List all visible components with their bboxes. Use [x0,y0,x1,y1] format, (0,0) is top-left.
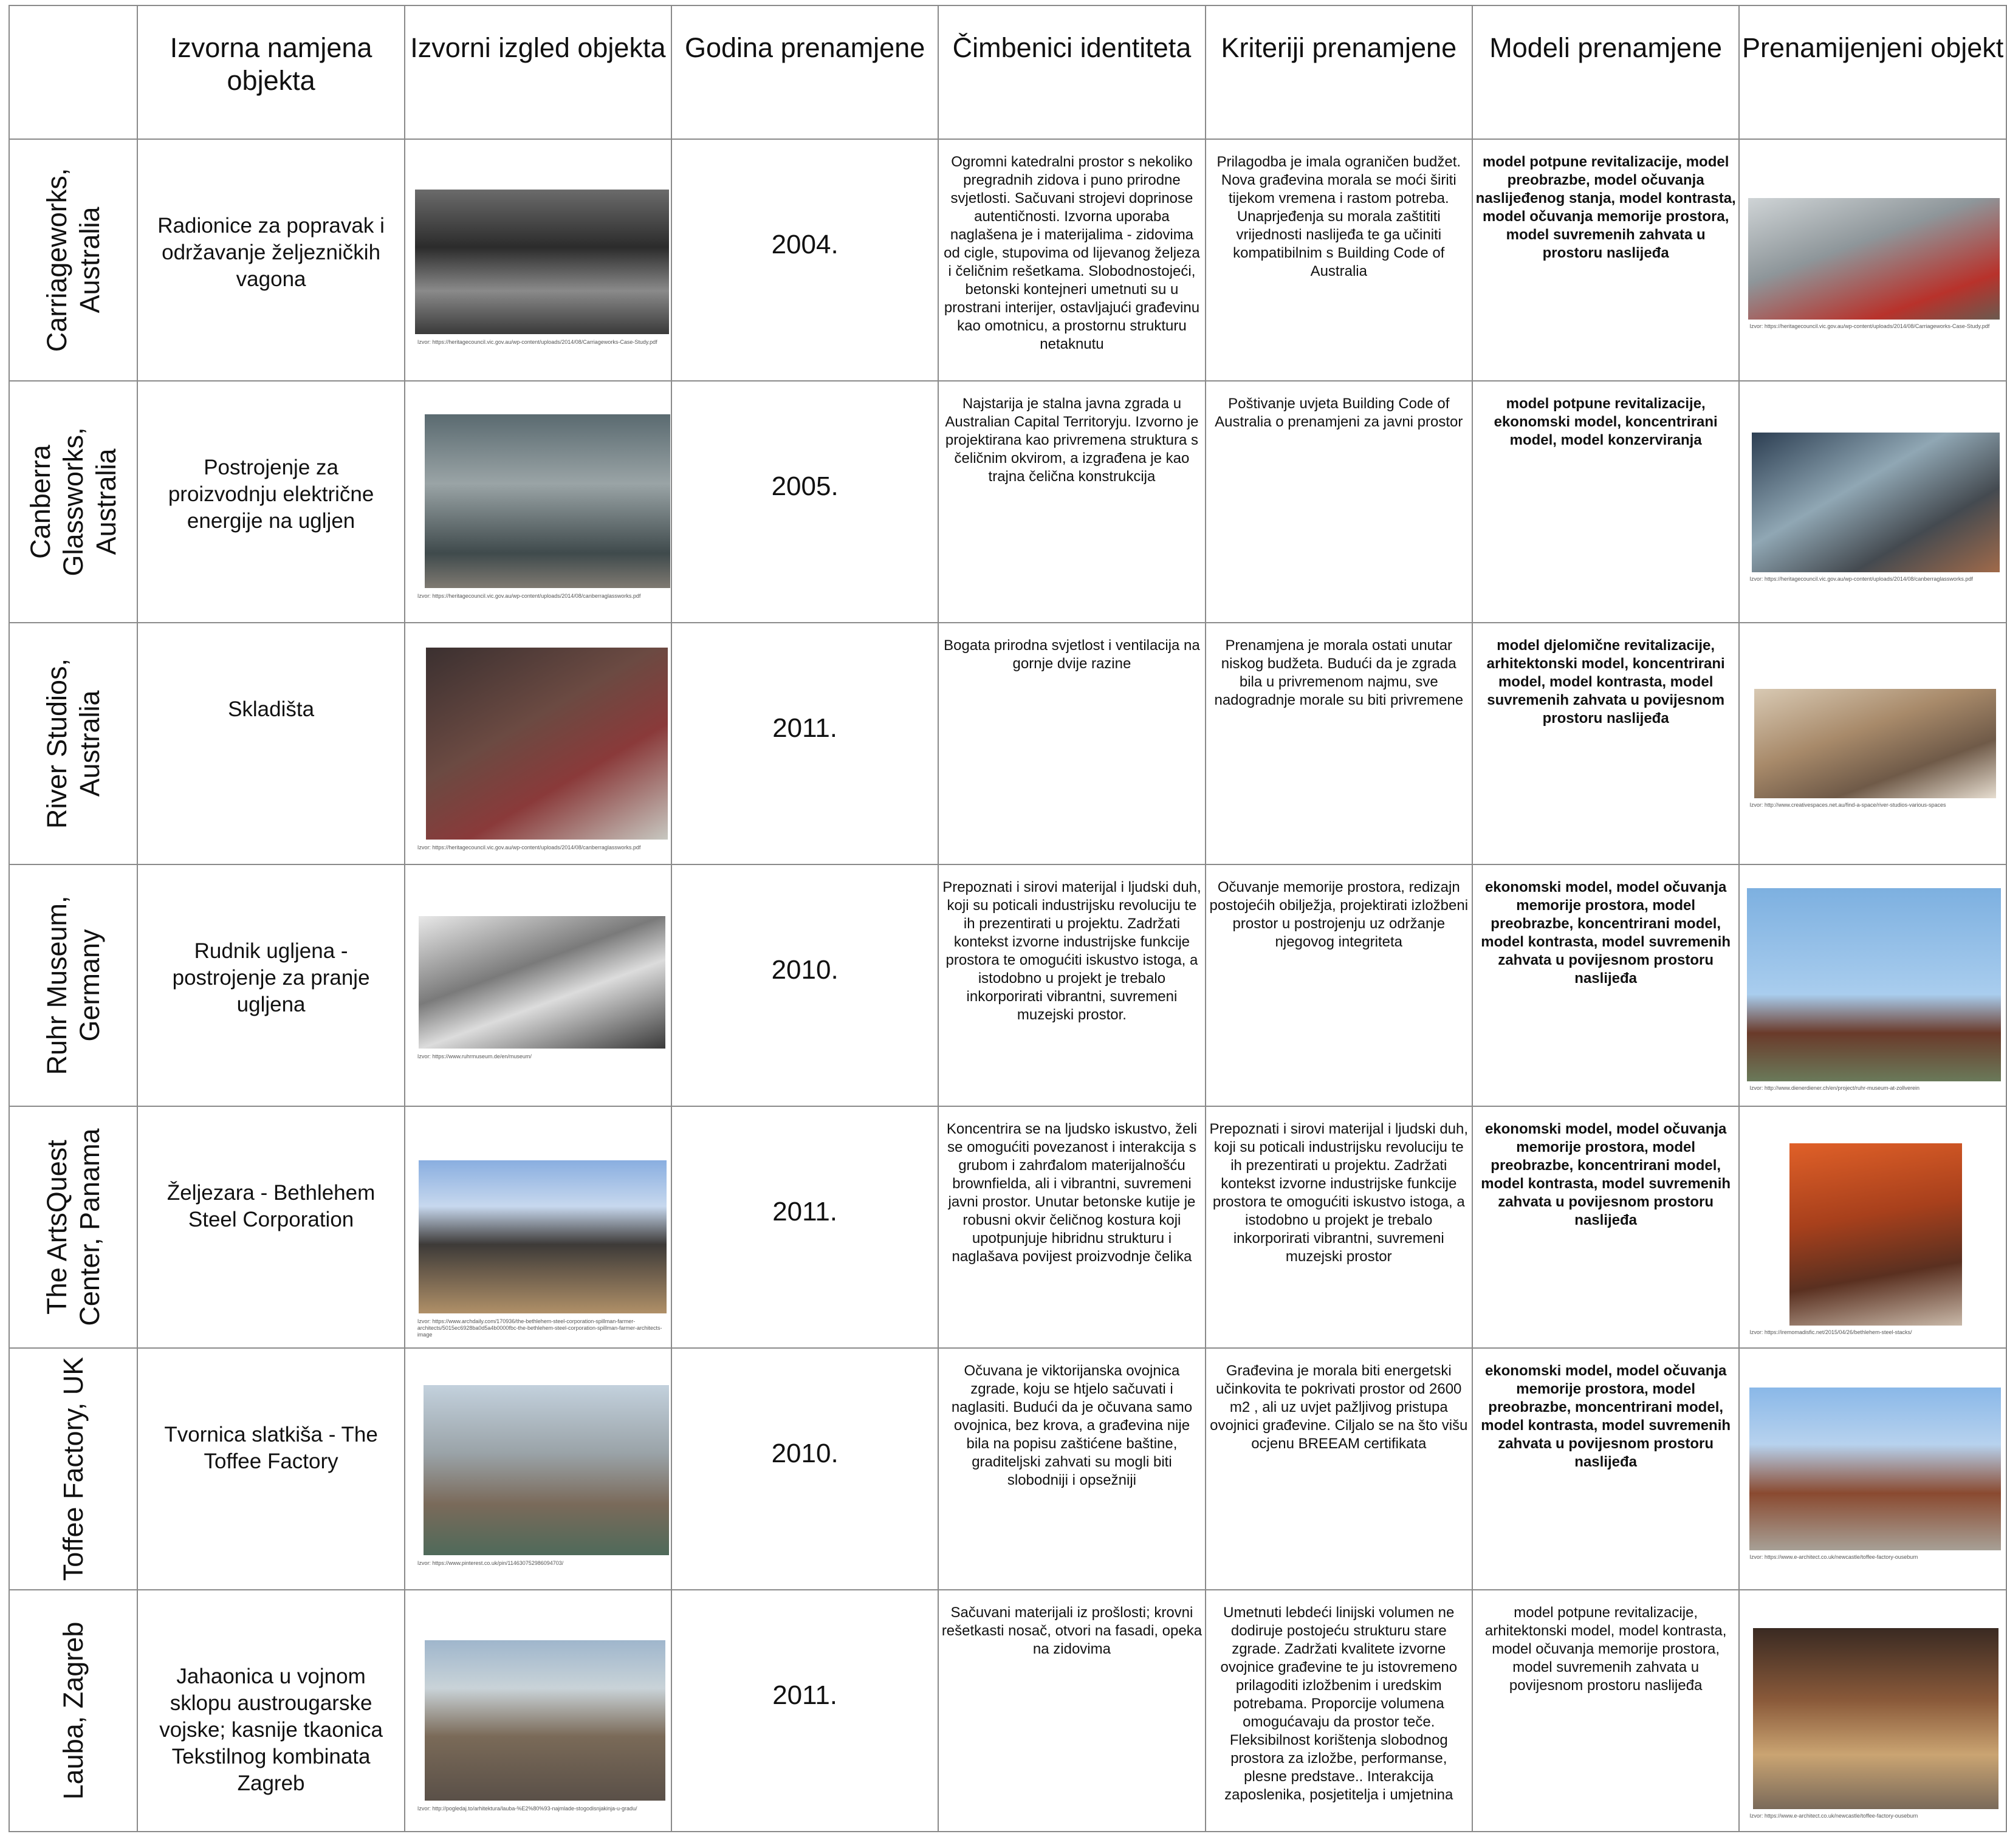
conversion-criteria: Građevina je morala biti energetski učinkovita te pokrivati prostor od 2600 m2 , ali uz uvjet pažljivog pristupa ovojnici građevine. Ciljalo se na što višu ocjenu BREEAM certifikata [1210,1363,1468,1452]
image-source-caption: Izvor: https://heritagecouncil.vic.gov.au/wp-content/uploads/2014/08/canberraglassworks.pdf [417,593,641,599]
site-name: Canberra Glassworks, Australia [24,427,122,577]
identity-factors-cell [938,623,1205,864]
image-source-caption: Izvor: https://www.e-architect.co.uk/newcastle/toffee-factory-ouseburn [1749,1554,1918,1560]
conversion-year-cell [671,1106,938,1348]
original-building-photo [419,1160,667,1313]
original-purpose-cell [137,1590,404,1832]
identity-factors: Očuvana je viktorijanska ovojnica zgrade, koju se htjelo sačuvati i naglasiti. Budući da je očuvana samo ovojnica, bez krova, a građevina nije bila na popisu zaštićene baštine, graditeljski zahvati su mogli biti slobodniji i opsežniji [951,1363,1193,1488]
image-source-caption: Izvor: https://heritagecouncil.vic.gov.au/wp-content/uploads/2014/08/Carriageworks-Case-Study.pdf [1749,323,1990,329]
conversion-criteria-cell [1206,1348,1472,1590]
conversion-models-cell [1472,1348,1739,1590]
header-year: Godina prenamjene [671,5,938,139]
site-name-cell [9,139,137,381]
conversion-year-cell [671,864,938,1106]
site-name: Ruhr Museum, Germany [41,895,105,1075]
header-original-purpose: Izvorna namjena objekta [137,5,404,139]
converted-photo-cell [1739,623,2006,864]
conversion-models: ekonomski model, model očuvanja memorije prostora, model preobrazbe, koncentrirani model, model kontrasta, model suvremenih zahvata u povijesnom prostoru naslijeđa [1481,1121,1731,1228]
table-row [9,1106,2006,1348]
header-corner [9,5,137,139]
header-models: Modeli prenamjene [1472,5,1739,139]
conversion-criteria: Očuvanje memorije prostora, redizajn postojećih obilježja, projektirati izložbeni prostor u postrojenju uz održanje njegovog integriteta [1209,879,1469,950]
site-name-cell [9,1106,137,1348]
converted-building-photo [1747,888,2001,1081]
site-name: The ArtsQuest Center, Panama [41,1128,105,1326]
site-name: River Studios, Australia [41,658,105,829]
table-row [9,1590,2006,1832]
conversion-criteria: Prenamjena je morala ostati unutar niskog budžeta. Budući da je zgrada bila u privremenom najmu, sve nadogradnje morale su biti privremene [1214,637,1464,708]
original-purpose-cell [137,139,404,381]
converted-building-photo [1754,689,1996,798]
site-name: Carriageworks, Australia [41,168,105,352]
conversion-year-cell [671,1348,938,1590]
converted-photo-cell [1739,381,2006,623]
conversion-models: model djelomične revitalizacije, arhitektonski model, koncentrirani model, model kontrasta, model suvremenih zahvata u povijesnom prostoru naslijeđa [1486,637,1725,727]
conversion-models: model potpune revitalizacije, ekonomski model, koncentrirani model, model konzerviranja [1494,395,1718,448]
original-purpose: Skladišta [228,697,315,721]
conversion-models: model potpune revitalizacije, arhitektonski model, model kontrasta, model očuvanja memorije prostora, model suvremenih zahvata u povijesnom prostoru naslijeđa [1484,1604,1727,1694]
header-identity: Čimbenici identiteta [938,5,1205,139]
original-building-photo [424,1385,669,1555]
conversion-criteria: Prepoznati i sirovi materijal i ljudski duh, koji su poticali industrijsku revoluciju te ih prezentirati u projektu. Zadržati kontekst izvorne industrijske funkcije prostora te omogućiti iskustvo istoga, a istodobno u projekt je trebalo inkorporirati vibrantni, suvremeni muzejski prostor [1209,1121,1469,1265]
converted-building-photo [1748,198,2000,320]
original-purpose-cell [137,381,404,623]
site-name-cell [9,1590,137,1832]
converted-photo-cell [1739,1590,2006,1832]
conversion-models-cell [1472,623,1739,864]
conversion-criteria: Umetnuti lebdeći linijski volumen ne dodiruje postojeću strukturu stare zgrade. Zadržati kvalitete izvorne ovojnice građevine te ju istovremeno prilagoditi izložbenim i uredskim potrebama. Proporcije volumena omogućavaju da prostor teče. Fleksibilnost korištenja slobodnog prostora za izložbe, performanse, plesne predstave.. Interakcija zaposlenika, posjetitelja i umjetnina [1220,1604,1458,1803]
conversion-criteria: Prilagodba je imala ograničen budžet. Nova građevina morala se moći širiti tijekom vremena i rastom potreba. Unaprjeđenja su morala zaštititi vrijednosti naslijeđa te ga učiniti kompatibilnim s Building Code of Australia [1216,154,1461,279]
image-source-caption: Izvor: http://pogledaj.to/arhitektura/lauba-%E2%80%93-najmlade-stogodisnjakinja-u-gradu/ [417,1805,637,1812]
image-source-caption: Izvor: https://www.archdaily.com/170936/the-bethlehem-steel-corporation-spillman-farmer-architects/5015ec6928ba0d5a4b0000fbc-the-bethlehem-steel-corporation-spillman-farmer-architects-image [417,1318,662,1338]
site-name-cell [9,623,137,864]
original-purpose-cell [137,1348,404,1590]
original-purpose: Rudnik ugljena - postrojenje za pranje ugljena [172,939,370,1016]
image-source-caption: Izvor: https://heritagecouncil.vic.gov.au/wp-content/uploads/2014/08/canberraglassworks.pdf [1749,576,1973,582]
converted-building-photo [1789,1143,1962,1326]
original-purpose: Radionice za popravak i održavanje željezničkih vagona [157,214,385,291]
conversion-year-cell [671,139,938,381]
conversion-year: 2010. [771,955,839,985]
conversion-year: 2011. [772,1680,838,1710]
original-building-photo [419,916,665,1049]
conversion-year-cell [671,1590,938,1832]
image-source-caption: Izvor: https://www.e-architect.co.uk/newcastle/toffee-factory-ouseburn [1749,1813,1918,1819]
converted-photo-cell [1739,139,2006,381]
original-purpose-cell [137,623,404,864]
original-building-photo [415,190,669,334]
conversion-criteria-cell [1206,623,1472,864]
original-photo-cell [405,381,671,623]
image-source-caption: Izvor: https://heritagecouncil.vic.gov.au/wp-content/uploads/2014/08/Carriageworks-Case-Study.pdf [417,339,657,345]
site-name-cell [9,381,137,623]
conversion-models: model potpune revitalizacije, model preobrazbe, model očuvanja naslijeđenog stanja, model kontrasta, model očuvanja memorije prostora, model suvremenih zahvata u prostoru naslijeđa [1475,154,1736,261]
converted-building-photo [1749,1388,2001,1550]
image-source-caption: Izvor: http://www.creativespaces.net.au/find-a-space/river-studios-various-spaces [1749,802,1946,808]
original-photo-cell [405,864,671,1106]
image-source-caption: Izvor: https://www.ruhrmuseum.de/en/museum/ [417,1053,532,1059]
conversion-models-cell [1472,864,1739,1106]
table-row [9,864,2006,1106]
identity-factors: Sačuvani materijali iz prošlosti; krovni rešetkasti nosač, otvori na fasadi, opeka na zidovima [941,1604,1202,1657]
identity-factors: Koncentrira se na ljudsko iskustvo, želi se omogućiti povezanost i interakcija s grubom i zahrđalom materijalnošću brownfielda, ali i vibrantni, suvremeni javni prostor. Unutar betonske kutije je robusni okvir čeličnog kostura koji upotpunjuje hibridnu strukturu i naglašava povijest proizvodnje čelika [946,1121,1198,1265]
converted-building-photo [1752,433,2000,572]
original-photo-cell [405,623,671,864]
table-row [9,139,2006,381]
original-purpose-cell [137,1106,404,1348]
conversion-year: 2005. [771,471,839,501]
converted-photo-cell [1739,1348,2006,1590]
image-source-caption: Izvor: http://www.dienerdiener.ch/en/project/ruhr-museum-at-zollverein [1749,1085,1920,1091]
conversion-models: ekonomski model, model očuvanja memorije prostora, model preobrazbe, koncentrirani model, model kontrasta, model suvremenih zahvata u povijesnom prostoru naslijeđa [1481,879,1731,987]
original-photo-cell [405,1106,671,1348]
original-building-photo [425,414,670,588]
original-photo-cell [405,1590,671,1832]
conversion-models-cell [1472,139,1739,381]
identity-factors: Prepoznati i sirovi materijal i ljudski duh, koji su poticali industrijsku revoluciju te ih prezentirati u projektu. Zadržati kontekst izvorne industrijske funkcije prostora te omogućiti iskustvo istoga, a istodobno u projekt je trebalo inkorporirati vibrantni, suvremeni muzejski prostor. [942,879,1201,1023]
identity-factors-cell [938,381,1205,623]
conversion-criteria-cell [1206,864,1472,1106]
conversion-year: 2011. [772,1197,838,1227]
comparison-table [9,5,2007,1832]
conversion-year-cell [671,381,938,623]
original-purpose: Postrojenje za proizvodnju električne energije na ugljen [168,456,374,533]
header-criteria: Kriteriji prenamjene [1206,5,1472,139]
identity-factors-cell [938,1106,1205,1348]
conversion-models-cell [1472,1590,1739,1832]
conversion-criteria-cell [1206,381,1472,623]
header-row [9,5,2006,139]
header-original-look: Izvorni izgled objekta [405,5,671,139]
conversion-year: 2011. [772,713,838,743]
identity-factors: Bogata prirodna svjetlost i ventilacija na gornje dvije razine [944,637,1200,672]
original-purpose: Jahaonica u vojnom sklopu austrougarske vojske; kasnije tkaonica Tekstilnog kombinata Zagreb [159,1665,383,1795]
converted-building-photo [1753,1628,1998,1809]
site-name: Lauba, Zagreb [57,1621,89,1800]
table-row [9,623,2006,864]
conversion-models-cell [1472,381,1739,623]
identity-factors: Ogromni katedralni prostor s nekoliko pregradnih zidova i puno prirodne svjetlosti. Sačuvani strojevi doprinose autentičnosti. Izvorna uporaba naglašena je i materijalima - zidovima od cigle, stupovima od lijevanog željeza i čeličnim rešetkama. Slobodnostojeći, betonski kontejneri umetnuti su u prostrani interijer, ostavljajući građevinu kao omotnicu, a prostornu strukturu netaknutu [944,154,1200,352]
identity-factors-cell [938,864,1205,1106]
original-building-photo [426,648,668,840]
site-name-cell [9,1348,137,1590]
conversion-year-cell [671,623,938,864]
original-purpose-cell [137,864,404,1106]
original-photo-cell [405,139,671,381]
conversion-models-cell [1472,1106,1739,1348]
header-converted: Prenamijenjeni objekt [1739,5,2006,139]
conversion-criteria-cell [1206,139,1472,381]
original-building-photo [425,1640,665,1801]
conversion-models: ekonomski model, model očuvanja memorije prostora, model preobrazbe, moncentrirani model, model kontrasta, model suvremenih zahvata u povijesnom prostoru naslijeđa [1481,1363,1731,1470]
conversion-criteria-cell [1206,1590,1472,1832]
conversion-year: 2004. [771,230,839,259]
conversion-criteria: Poštivanje uvjeta Building Code of Australia o prenamjeni za javni prostor [1215,395,1463,430]
image-source-caption: Izvor: https://heritagecouncil.vic.gov.au/wp-content/uploads/2014/08/canberraglassworks.pdf [417,844,641,850]
identity-factors-cell [938,1590,1205,1832]
site-name-cell [9,864,137,1106]
table-row [9,1348,2006,1590]
image-source-caption: Izvor: https://iremomadisfic.net/2015/04/26/bethlehem-steel-stacks/ [1749,1329,1912,1335]
original-purpose: Tvornica slatkiša - The Toffee Factory [164,1423,378,1473]
conversion-year: 2010. [771,1439,839,1468]
original-purpose: Željezara - Bethlehem Steel Corporation [166,1181,376,1231]
identity-factors-cell [938,1348,1205,1590]
conversion-criteria-cell [1206,1106,1472,1348]
identity-factors-cell [938,139,1205,381]
table-row [9,381,2006,623]
image-source-caption: Izvor: https://www.pinterest.co.uk/pin/114630752986094703/ [417,1560,564,1566]
original-photo-cell [405,1348,671,1590]
identity-factors: Najstarija je stalna javna zgrada u Australian Capital Territoryju. Izvorno je projektirana kao privremena struktura s čeličnim okvirom, a izgrađena je kao trajna čelična konstrukcija [945,395,1199,485]
site-name: Toffee Factory, UK [57,1357,89,1581]
converted-photo-cell [1739,864,2006,1106]
converted-photo-cell [1739,1106,2006,1348]
